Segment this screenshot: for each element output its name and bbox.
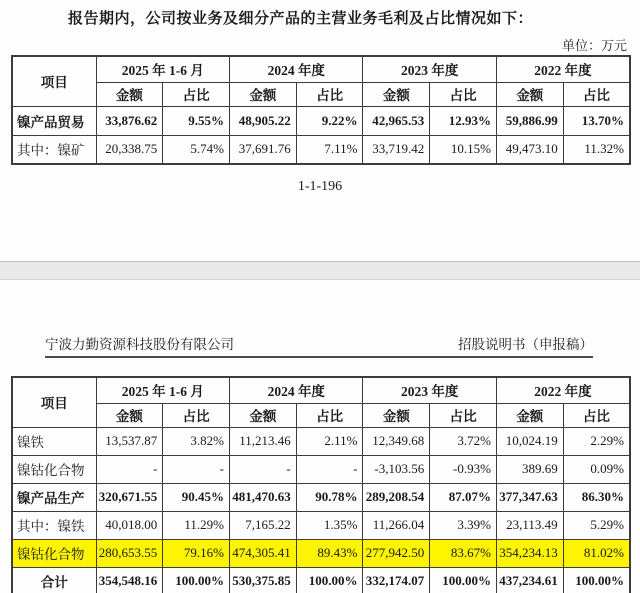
table-cell: 87.07% <box>430 483 497 511</box>
table-cell: 5.29% <box>563 511 630 539</box>
table-cell: - <box>163 455 230 483</box>
table-cell: 0.09% <box>563 455 630 483</box>
unit-label: 单位：万元 <box>561 38 627 53</box>
table-cell: 20,338.75 <box>96 135 163 164</box>
header-ratio: 占比 <box>296 403 363 427</box>
table-row <box>12 483 630 511</box>
table-cell: 89.43% <box>296 539 363 567</box>
header-item: 项目 <box>12 377 96 427</box>
table-cell: 474,305.41 <box>230 539 297 567</box>
table-cell: - <box>230 455 297 483</box>
header-amount: 金额 <box>496 403 563 427</box>
table-body <box>12 427 630 593</box>
table-cell: 13.70% <box>563 106 630 135</box>
page-number: 1-1-196 <box>297 179 343 194</box>
table-row <box>12 567 630 593</box>
table-cell: 277,942.50 <box>363 539 430 567</box>
table-header-row-measures <box>12 403 630 427</box>
table-cell: 377,347.63 <box>496 483 563 511</box>
table-cell: 49,473.10 <box>496 135 563 164</box>
table-cell: 2.29% <box>563 427 630 455</box>
header-period: 2023 年度 <box>363 377 496 403</box>
table-cell: 100.00% <box>296 567 363 593</box>
row-label: 其中：镍铁 <box>12 511 96 539</box>
header-ratio: 占比 <box>163 82 230 106</box>
table-cell: -3,103.56 <box>363 455 430 483</box>
table-cell: -0.93% <box>430 455 497 483</box>
table-row <box>12 135 630 164</box>
table-row <box>12 106 630 135</box>
table-cell: 10.15% <box>430 135 497 164</box>
table-cell: 389.69 <box>496 455 563 483</box>
page-separator <box>0 261 640 280</box>
header-period: 2022 年度 <box>496 56 630 82</box>
table-cell: 3.39% <box>430 511 497 539</box>
header-ratio: 占比 <box>430 403 497 427</box>
table-cell: 48,905.22 <box>230 106 297 135</box>
table-cell: 9.55% <box>163 106 230 135</box>
table-cell: 90.45% <box>163 483 230 511</box>
row-label: 其中：镍矿 <box>12 135 96 164</box>
header-ratio: 占比 <box>563 403 630 427</box>
table-row <box>12 427 630 455</box>
header-amount: 金额 <box>96 403 163 427</box>
table-cell: 11,213.46 <box>230 427 297 455</box>
table-cell: 280,653.55 <box>96 539 163 567</box>
table-cell: 354,548.16 <box>96 567 163 593</box>
row-label: 合计 <box>12 567 96 593</box>
table-body <box>12 106 630 164</box>
table-cell: 81.02% <box>563 539 630 567</box>
table-header-row-periods <box>12 377 630 403</box>
page2-running-header <box>45 333 593 358</box>
prospectus-label: 招股说明书（申报稿） <box>458 337 593 352</box>
table-row <box>12 539 630 567</box>
table-cell: 1.35% <box>296 511 363 539</box>
table-cell: 83.67% <box>430 539 497 567</box>
table-cell: 33,876.62 <box>96 106 163 135</box>
table-cell: 7.11% <box>296 135 363 164</box>
table-cell: 90.78% <box>296 483 363 511</box>
header-item: 项目 <box>12 56 96 106</box>
table-cell: 10,024.19 <box>496 427 563 455</box>
table-cell: 40,018.00 <box>96 511 163 539</box>
table-cell: 11,266.04 <box>363 511 430 539</box>
table-cell: 100.00% <box>563 567 630 593</box>
margin-table-page1 <box>11 55 631 165</box>
table-cell: 9.22% <box>296 106 363 135</box>
table-cell: 11.29% <box>163 511 230 539</box>
header-period: 2024 年度 <box>230 56 363 82</box>
row-label: 镍钴化合物 <box>12 539 96 567</box>
header-period: 2023 年度 <box>363 56 496 82</box>
intro-paragraph: 报告期内，公司按业务及细分产品的主营业务毛利及占比情况如下： <box>68 11 534 27</box>
header-amount: 金额 <box>230 403 297 427</box>
table-cell: 332,174.07 <box>363 567 430 593</box>
row-label: 镍钴化合物 <box>12 455 96 483</box>
header-ratio: 占比 <box>163 403 230 427</box>
table-cell: 289,208.54 <box>363 483 430 511</box>
row-label: 镍产品贸易 <box>12 106 96 135</box>
table-cell: 7,165.22 <box>230 511 297 539</box>
table-header-row-periods <box>12 56 630 82</box>
table-cell: - <box>96 455 163 483</box>
table-cell: 23,113.49 <box>496 511 563 539</box>
table-cell: 3.72% <box>430 427 497 455</box>
table-cell: 11.32% <box>563 135 630 164</box>
table-cell: 481,470.63 <box>230 483 297 511</box>
table-row <box>12 511 630 539</box>
table-cell: 530,375.85 <box>230 567 297 593</box>
table-cell: 12,349.68 <box>363 427 430 455</box>
header-ratio: 占比 <box>563 82 630 106</box>
header-amount: 金额 <box>496 82 563 106</box>
header-ratio: 占比 <box>430 82 497 106</box>
margin-table-page2 <box>11 376 631 593</box>
table-cell: 79.16% <box>163 539 230 567</box>
header-period: 2025 年 1-6 月 <box>96 377 229 403</box>
table-cell: 100.00% <box>163 567 230 593</box>
table-cell: 33,719.42 <box>363 135 430 164</box>
company-name: 宁波力勤资源科技股份有限公司 <box>45 337 234 352</box>
table-cell: 37,691.76 <box>230 135 297 164</box>
table-cell: 59,886.99 <box>496 106 563 135</box>
table-cell: 13,537.87 <box>96 427 163 455</box>
table-cell: 5.74% <box>163 135 230 164</box>
table-header <box>12 377 630 427</box>
table-row <box>12 455 630 483</box>
table-cell: 100.00% <box>430 567 497 593</box>
table-cell: 354,234.13 <box>496 539 563 567</box>
table-header-row-measures <box>12 82 630 106</box>
header-period: 2022 年度 <box>496 377 630 403</box>
row-label: 镍铁 <box>12 427 96 455</box>
row-label: 镍产品生产 <box>12 483 96 511</box>
header-amount: 金额 <box>230 82 297 106</box>
header-ratio: 占比 <box>296 82 363 106</box>
table-cell: 86.30% <box>563 483 630 511</box>
header-period: 2025 年 1-6 月 <box>96 56 229 82</box>
table-cell: 2.11% <box>296 427 363 455</box>
header-amount: 金额 <box>363 82 430 106</box>
table-header <box>12 56 630 106</box>
header-amount: 金额 <box>363 403 430 427</box>
header-amount: 金额 <box>96 82 163 106</box>
table-cell: - <box>296 455 363 483</box>
table-cell: 3.82% <box>163 427 230 455</box>
table-cell: 12.93% <box>430 106 497 135</box>
table-cell: 42,965.53 <box>363 106 430 135</box>
table-cell: 320,671.55 <box>96 483 163 511</box>
table-cell: 437,234.61 <box>496 567 563 593</box>
header-period: 2024 年度 <box>230 377 363 403</box>
